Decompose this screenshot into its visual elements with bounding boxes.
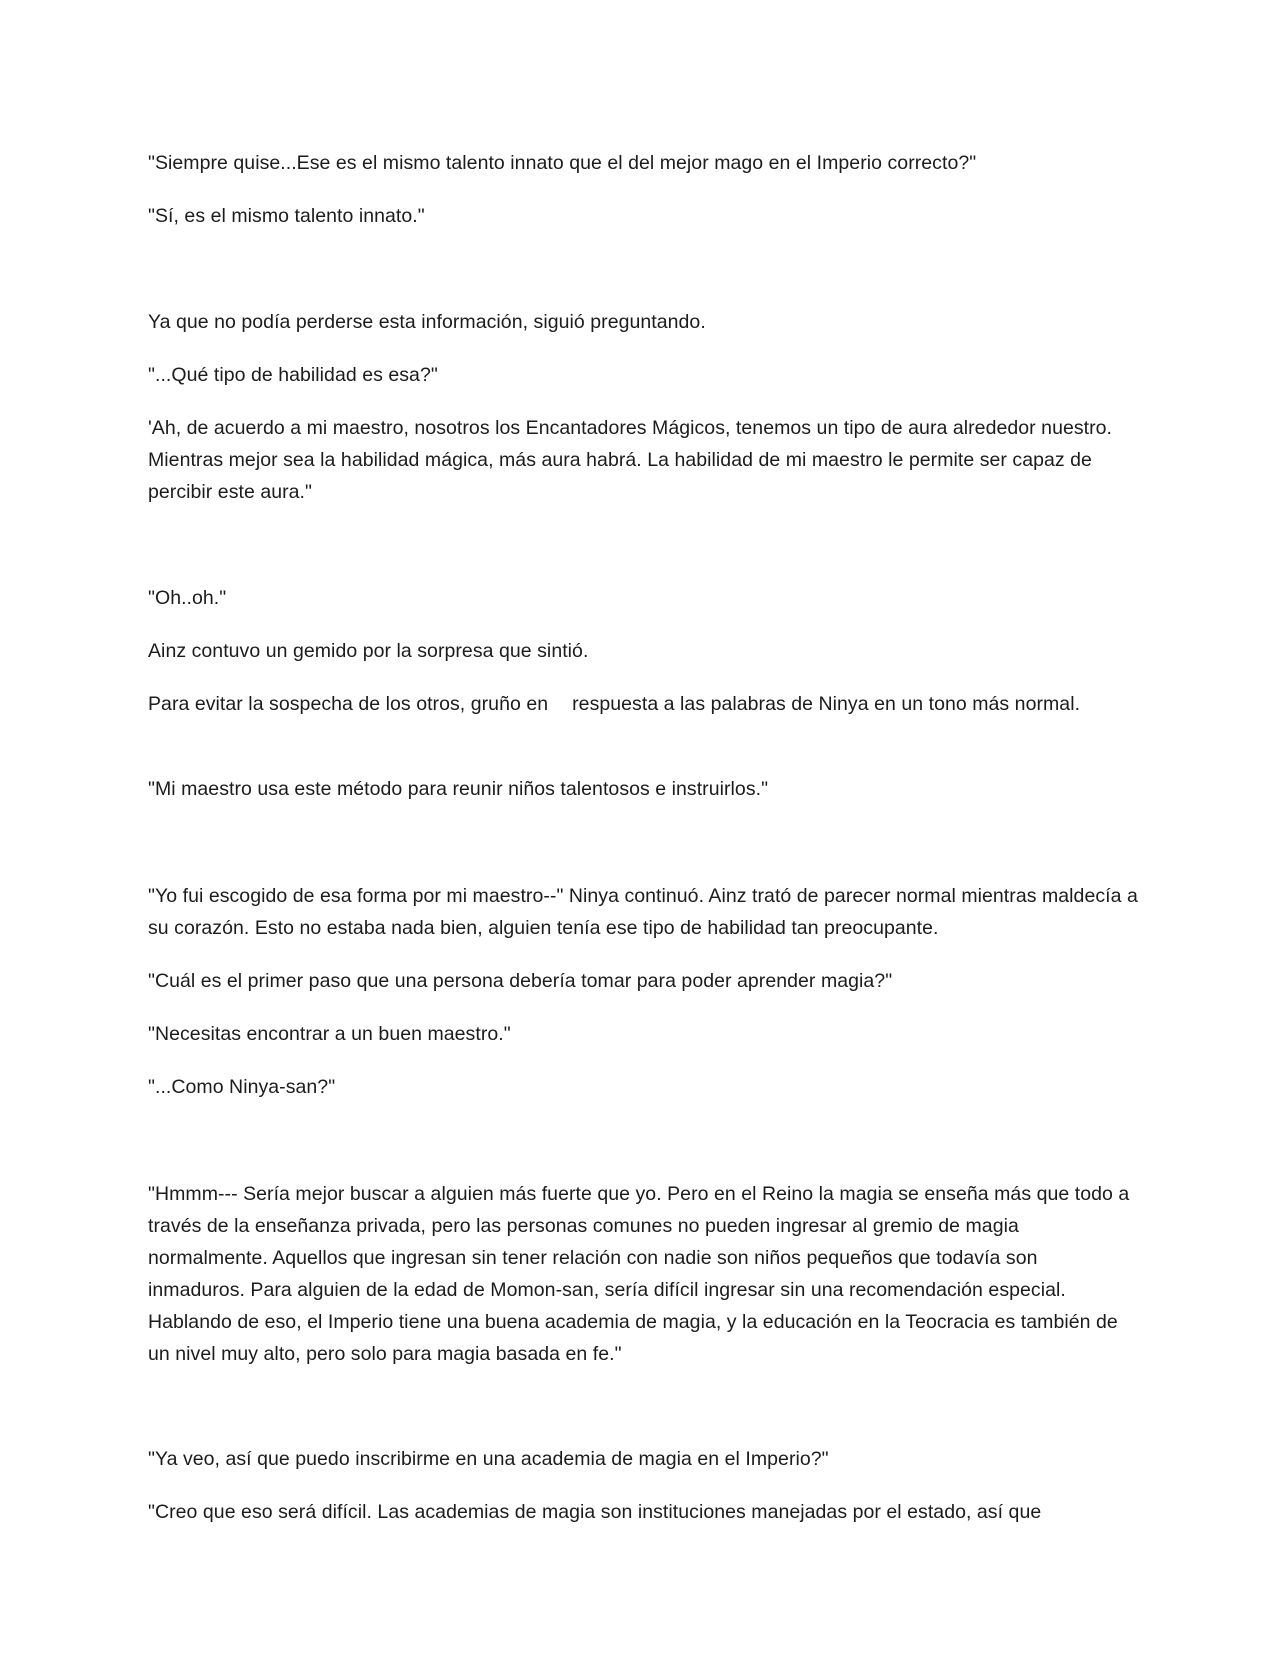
paragraph: "Hmmm--- Sería mejor buscar a alguien más fuerte que yo. Pero en el Reino la magia se enseña más que todo a través de la enseñanza privada, pero las personas comunes no pueden ingresar al gremio de magia normalmente. Aquellos que ingresan sin tener relación con nadie son niños pequeños que todavía son inmaduros. Para alguien de la edad de Momon-san, sería difícil ingresar sin una recomendación especial. Hablando de eso, el Imperio tiene una buena academia de magia, y la educación en la Teocracia es también de un nivel muy alto, pero solo para magia basada en fe." xyxy=(148,1183,1130,1365)
paragraph: "Mi maestro usa este método para reunir niños talentosos e instruirlos." xyxy=(148,778,769,800)
paragraph: "Necesitas encontrar a un buen maestro." xyxy=(148,1023,511,1045)
paragraph: "Siempre quise...Ese es el mismo talento innato que el del mejor mago en el Imperio correcto?" xyxy=(148,152,977,174)
paragraph: Ainz contuvo un gemido por la sorpresa que sintió. xyxy=(148,640,589,662)
paragraph xyxy=(148,688,1138,720)
paragraph-part: respuesta a las palabras de Ninya en un tono más normal. xyxy=(572,693,1081,715)
paragraph: "...Como Ninya-san?" xyxy=(148,1076,336,1098)
paragraph: "Sí, es el mismo talento innato." xyxy=(148,205,425,227)
paragraph: "...Qué tipo de habilidad es esa?" xyxy=(148,364,438,386)
paragraph: "Yo fui escogido de esa forma por mi maestro--" Ninya continuó. Ainz trató de parecer normal mientras maldecía a su corazón. Esto no estaba nada bien, alguien tenía ese tipo de habilidad tan preocupante. xyxy=(148,885,1138,939)
paragraph: Ya que no podía perderse esta información, siguió preguntando. xyxy=(148,311,706,333)
paragraph: "Oh..oh." xyxy=(148,587,227,609)
paragraph: "Ya veo, así que puedo inscribirme en una academia de magia en el Imperio?" xyxy=(148,1448,829,1470)
paragraph: 'Ah, de acuerdo a mi maestro, nosotros los Encantadores Mágicos, tenemos un tipo de aura alrededor nuestro. Mientras mejor sea la habilidad mágica, más aura habrá. La habilidad de mi maestro le permite ser capaz de percibir este aura." xyxy=(148,417,1113,503)
paragraph: "Cuál es el primer paso que una persona debería tomar para poder aprender magia?" xyxy=(148,970,893,992)
paragraph-part: Para evitar la sospecha de los otros, gruño en xyxy=(148,693,549,715)
paragraph: "Creo que eso será difícil. Las academias de magia son instituciones manejadas por el estado, así que xyxy=(148,1501,1042,1523)
